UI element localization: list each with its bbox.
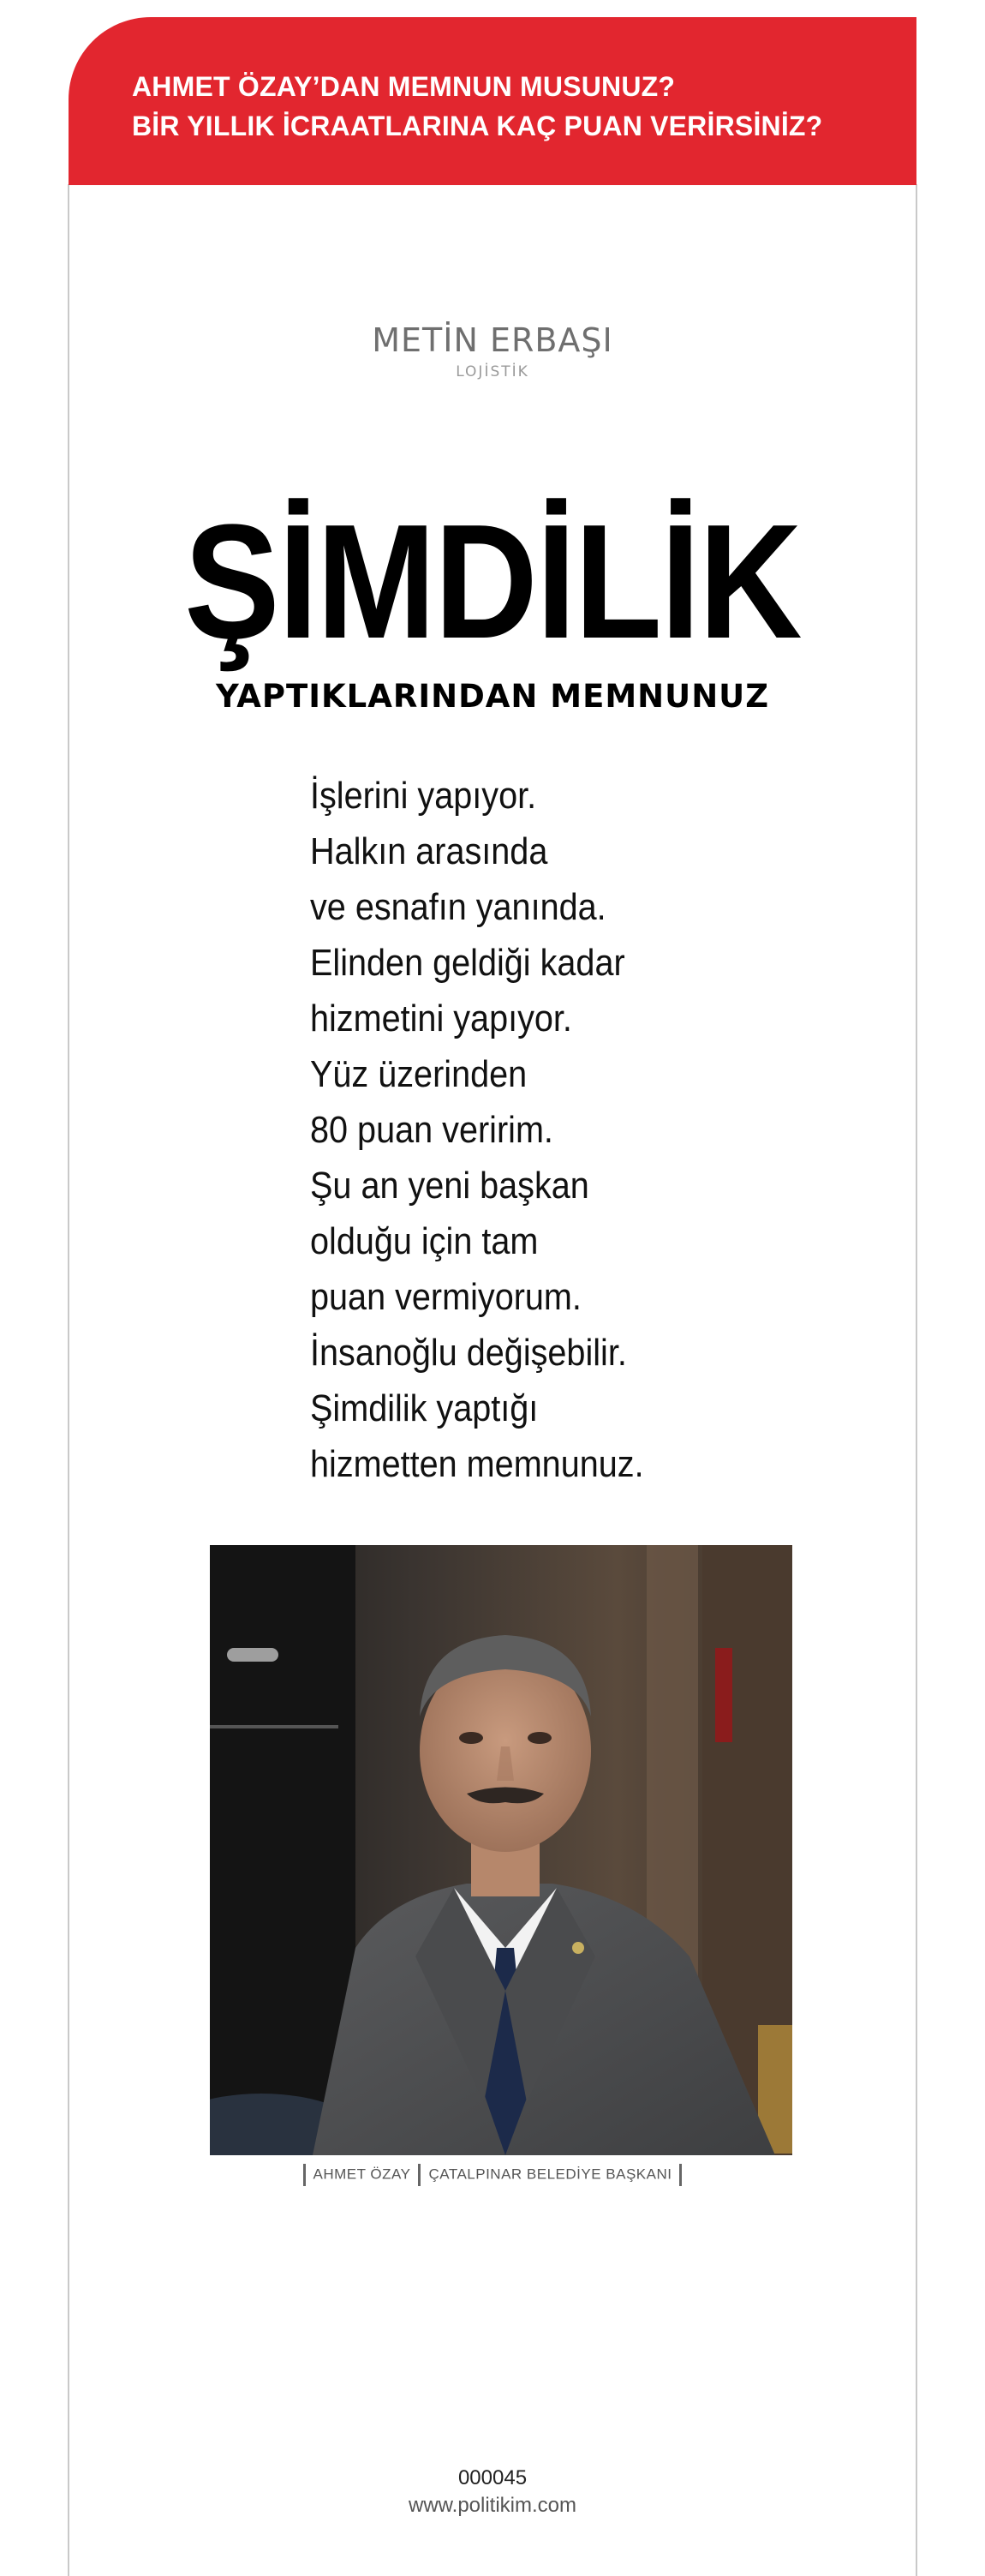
author-role: LOJİSTİK (456, 363, 529, 380)
quote-line: Şimdilik yaptığı (310, 1387, 539, 1429)
quote-line: hizmetten memnunuz. (310, 1443, 644, 1485)
caption-name: AHMET ÖZAY (313, 2166, 411, 2183)
caption-divider (679, 2164, 682, 2186)
quote-line: İnsanoğlu değişebilir. (310, 1332, 627, 1374)
author-block (0, 319, 985, 382)
caption-divider (418, 2164, 421, 2186)
quote-text (310, 768, 790, 1492)
caption-title: ÇATALPINAR BELEDİYE BAŞKANI (428, 2166, 672, 2183)
quote-line: hizmetini yapıyor. (310, 997, 572, 1039)
subheadline: YAPTIKLARINDAN MEMNUNUZ (215, 678, 770, 715)
quote-line: ve esnafın yanında. (310, 886, 606, 928)
quote-line: İşlerini yapıyor. (310, 775, 537, 817)
photo-caption (0, 2163, 985, 2186)
quote-line: puan vermiyorum. (310, 1276, 582, 1318)
quote-line: Halkın arasında (310, 830, 548, 872)
quote-line: Şu an yeni başkan (310, 1165, 589, 1207)
footer (0, 2465, 985, 2519)
headline: ŞİMDİLİK (184, 491, 801, 673)
website-url: www.politikim.com (408, 2494, 577, 2517)
quote-line: Elinden geldiği kadar (310, 942, 625, 984)
header-banner (69, 17, 916, 185)
caption-divider (303, 2164, 306, 2186)
quote-line: 80 puan veririm. (310, 1109, 553, 1151)
header-question-2: BİR YILLIK İCRAATLARINA KAÇ PUAN VERİRSİNİZ? (132, 111, 823, 141)
quote-line: Yüz üzerinden (310, 1053, 528, 1095)
page-code: 000045 (457, 2466, 528, 2489)
portrait-photo (210, 1545, 792, 2155)
quote-line: olduğu için tam (310, 1220, 539, 1262)
header-question-1: AHMET ÖZAY’DAN MEMNUN MUSUNUZ? (132, 71, 676, 102)
author-name: METİN ERBAŞI (372, 321, 613, 359)
